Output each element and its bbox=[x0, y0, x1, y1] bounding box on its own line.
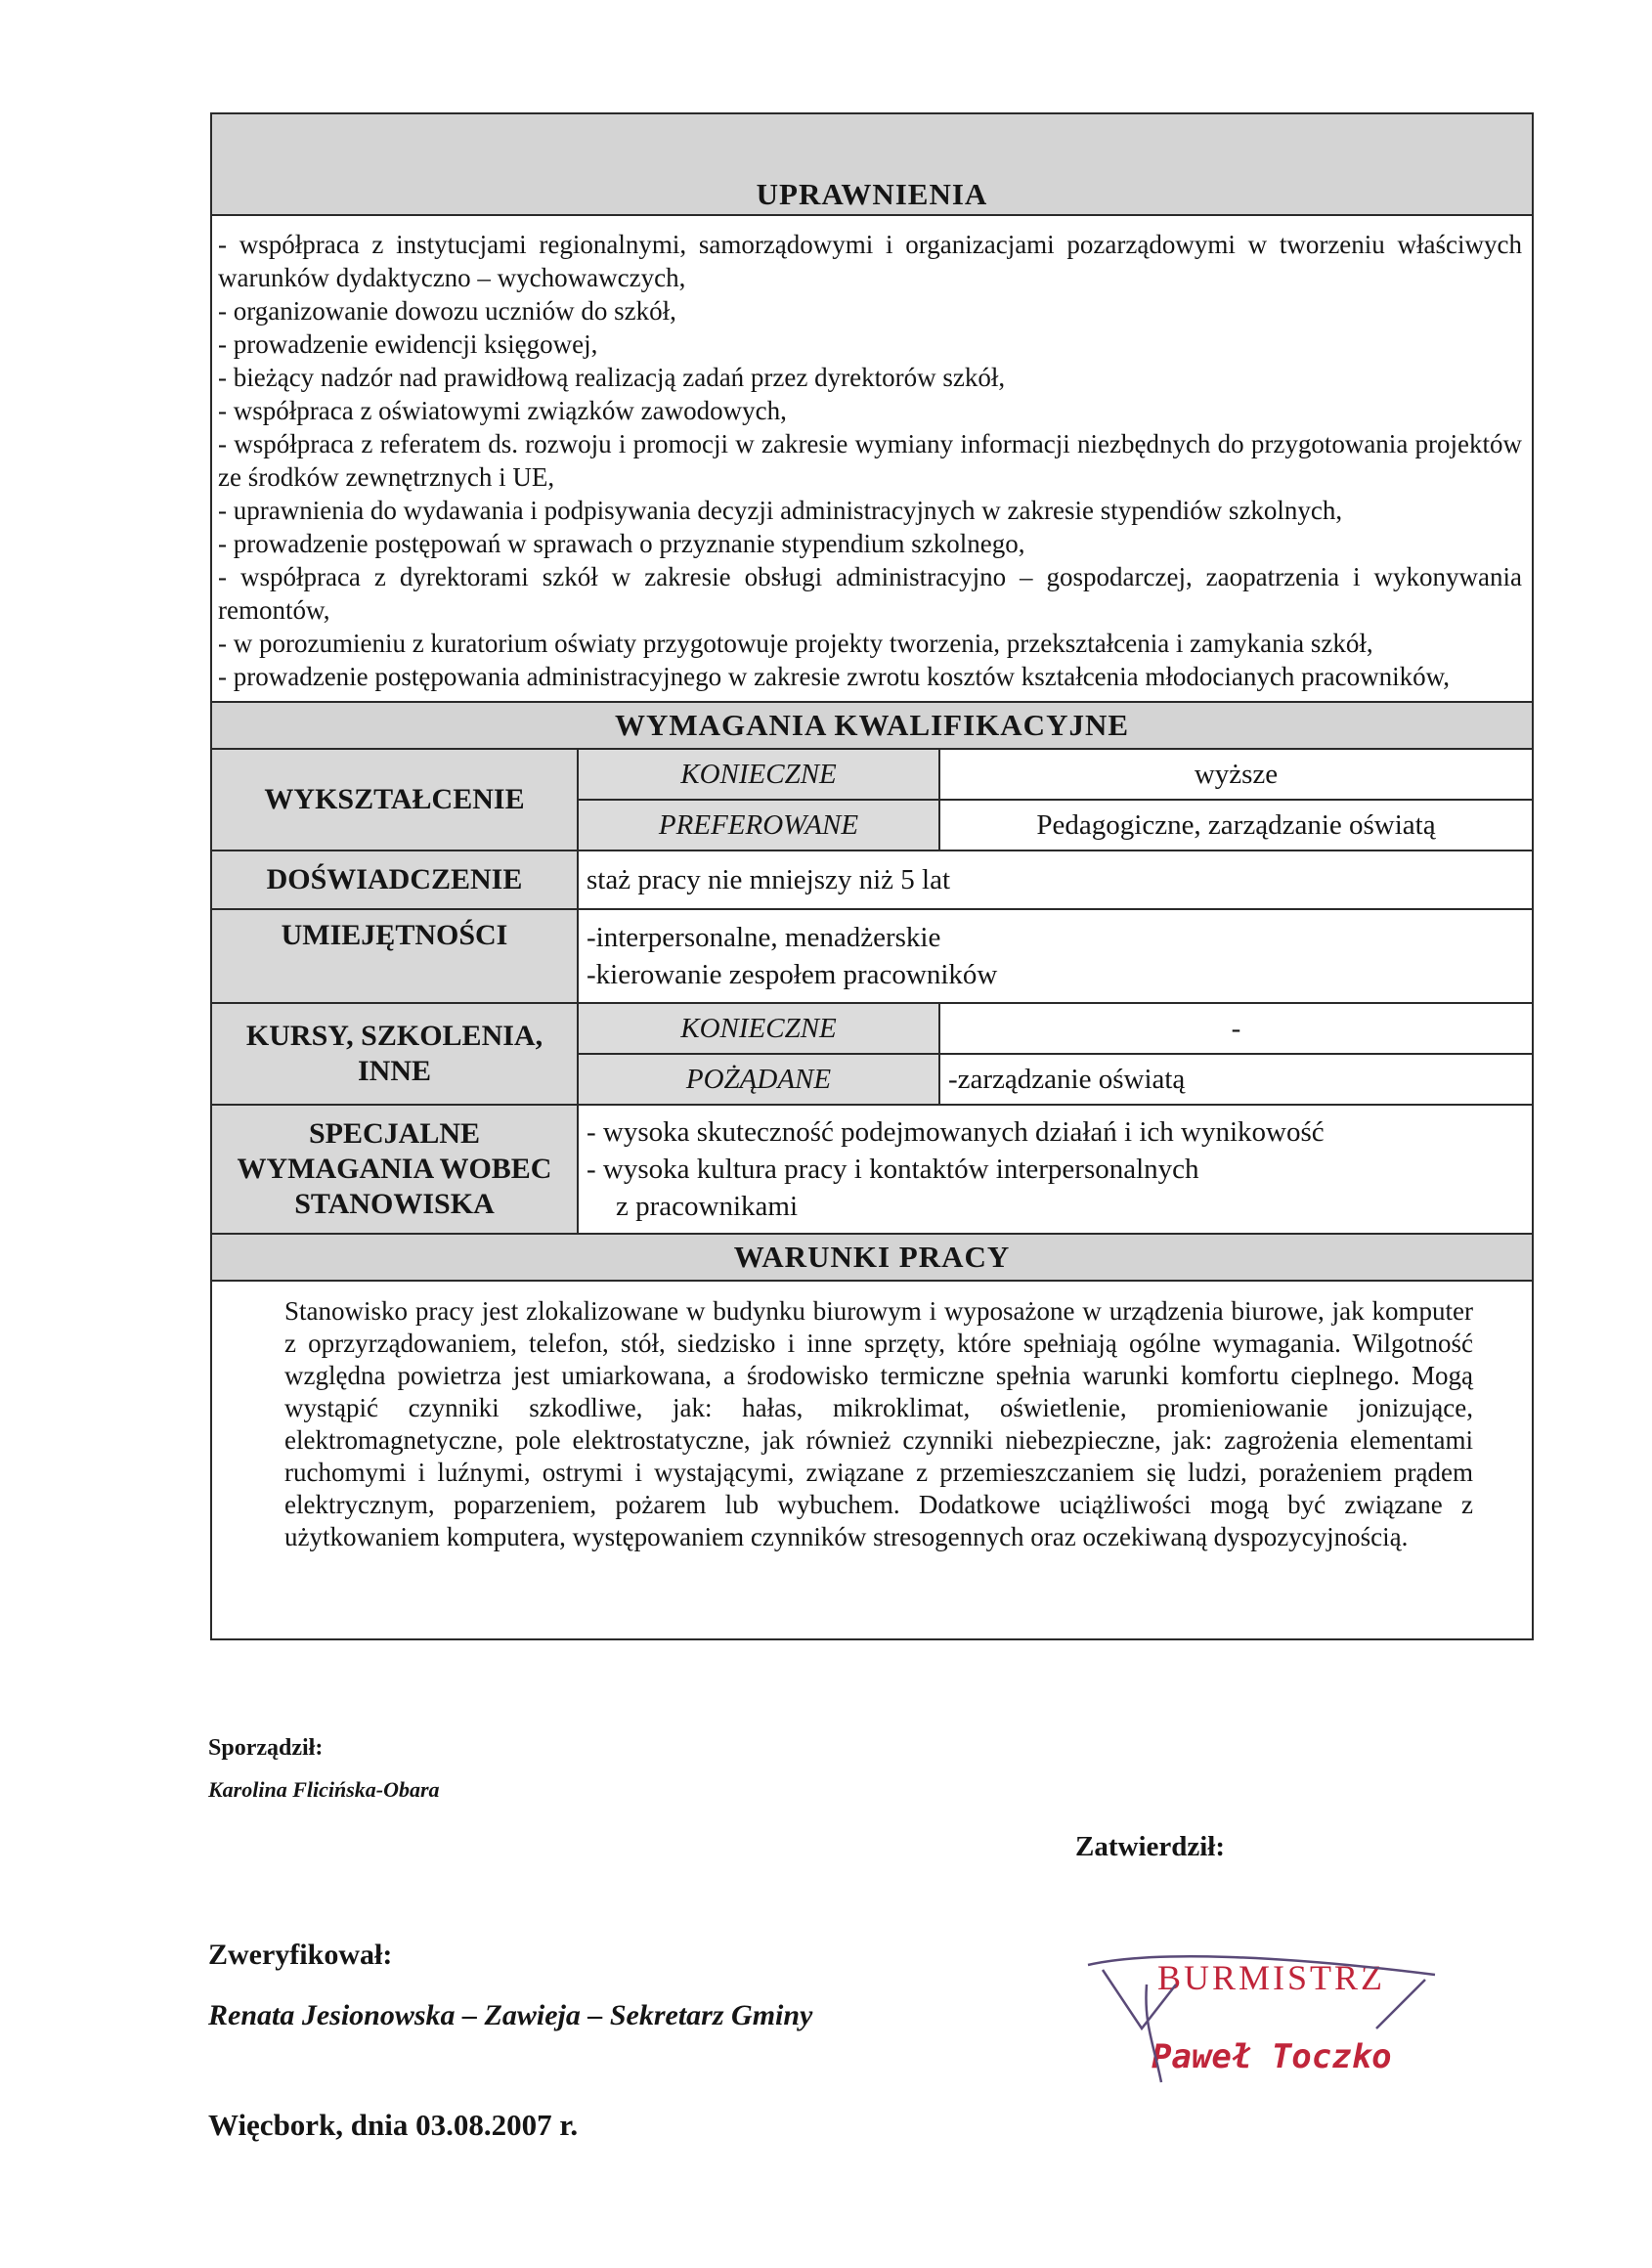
specjalne-label-line: SPECJALNE bbox=[308, 1117, 481, 1150]
specjalne-line: - wysoka skuteczność podejmowanych działań i ich wynikowość bbox=[587, 1116, 1325, 1148]
specjalne-label-line: STANOWISKA bbox=[294, 1188, 495, 1220]
list-item: - w porozumieniu z kuratorium oświaty przygotowuje projekty tworzenia, przekształcenia i zamykania szkół, bbox=[218, 629, 1373, 658]
list-item: - prowadzenie postępowania administracyjnego w zakresie zwrotu kosztów kształcenia młodocianych pracowników, bbox=[218, 662, 1451, 691]
wyksztalcenie-konieczne-value: wyższe bbox=[939, 749, 1533, 800]
sporzadzil-name: Karolina Flicińska-Obara bbox=[208, 1777, 440, 1802]
stamp-name: Paweł Toczko bbox=[1152, 2037, 1392, 2076]
umiejetnosci-line: -interpersonalne, menadżerskie bbox=[587, 922, 941, 953]
stamp-title: BURMISTRZ bbox=[1157, 1958, 1386, 1997]
uprawnienia-title: UPRAWNIENIA bbox=[756, 177, 988, 211]
place-and-date: Więcbork, dnia 03.08.2007 r. bbox=[208, 2108, 579, 2142]
list-item: - prowadzenie ewidencji księgowej, bbox=[218, 329, 598, 359]
list-item: - współpraca z referatem ds. rozwoju i promocji w zakresie wymiany informacji niezbędnych do przygotowania projektów ze środków zewnętrznych i UE, bbox=[218, 429, 1522, 492]
warunki-title: WARUNKI PRACY bbox=[733, 1240, 1011, 1274]
specjalne-line: z pracownikami bbox=[616, 1191, 799, 1222]
list-item: - współpraca z dyrektorami szkół w zakresie obsługi administracyjno – gospodarczej, zaopatrzenia i wykonywania remontów, bbox=[218, 562, 1522, 625]
job-description-document bbox=[210, 112, 1532, 1640]
kursy-label-line: KURSY, SZKOLENIA, bbox=[245, 1020, 543, 1052]
kursy-label bbox=[211, 1003, 578, 1105]
umiejetnosci-label: UMIEJĘTNOŚCI bbox=[211, 909, 578, 1003]
uprawnienia-list bbox=[211, 215, 1533, 702]
specjalne-label bbox=[211, 1105, 578, 1234]
list-item: - uprawnienia do wydawania i podpisywania decyzji administracyjnych w zakresie stypendiów szkolnych, bbox=[218, 496, 1343, 525]
zatwierdzil-label: Zatwierdził: bbox=[1075, 1831, 1226, 1862]
warunki-header bbox=[211, 1234, 1533, 1281]
umiejetnosci-value bbox=[578, 909, 1533, 1003]
kursy-konieczne-label: KONIECZNE bbox=[578, 1003, 939, 1054]
list-item: - prowadzenie postępowań w sprawach o przyznanie stypendium szkolnego, bbox=[218, 529, 1025, 558]
warunki-text: Stanowisko pracy jest zlokalizowane w budynku biurowym i wyposażone w urządzenia biurowe, jak komputer z oprzyrządowaniem, telefon, stół, siedzisko i inne sprzęty, które spełniają ogólne wymagania. Wilgotność względna powietrza jest umiarkowana, a środowisko termiczne spełnia warunki komfortu cieplnego. Mogą wystąpić czynniki szkodliwe, jak: hałas, mikroklimat, oświetlenie, promieniowanie jonizujące, elektromagnetyczne, pole elektrostatyczne, jak również czynniki niebezpieczne, jak: zagrożenia elementami ruchomymi i luźnymi, ostrymi i wystającymi, związane z przemieszczaniem się ludzi, porażeniem prądem elektrycznym, poparzeniem, pożarem lub wybuchem. Dodatkowe uciążliwości mogą być związane z użytkowaniem komputera, występowaniem czynników stresogennych oraz oczekiwaną dyspozycyjnością. bbox=[211, 1281, 1533, 1639]
list-item: - bieżący nadzór nad prawidłową realizacją zadań przez dyrektorów szkół, bbox=[218, 363, 1006, 392]
approval-stamp bbox=[1083, 1945, 1455, 2092]
uprawnienia-header bbox=[211, 113, 1533, 215]
list-item: - współpraca z instytucjami regionalnymi, samorządowymi i organizacjami pozarządowymi w tworzeniu właściwych warunków dydaktyczno – wychowawczych, bbox=[218, 230, 1522, 292]
specjalne-line: - wysoka kultura pracy i kontaktów interpersonalnych bbox=[587, 1154, 1199, 1185]
wymagania-header bbox=[211, 702, 1533, 749]
wyksztalcenie-konieczne-label: KONIECZNE bbox=[578, 749, 939, 800]
sporzadzil-label: Sporządził: bbox=[208, 1735, 324, 1761]
list-item: - organizowanie dowozu uczniów do szkół, bbox=[218, 296, 676, 326]
requirements-table bbox=[210, 112, 1534, 1640]
list-item: - współpraca z oświatowymi związków zawodowych, bbox=[218, 396, 787, 425]
kursy-pozadane-label: POŻĄDANE bbox=[578, 1054, 939, 1105]
wyksztalcenie-preferowane-label: PREFEROWANE bbox=[578, 800, 939, 850]
doswiadczenie-value: staż pracy nie mniejszy niż 5 lat bbox=[578, 850, 1533, 909]
wymagania-title: WYMAGANIA KWALIFIKACYJNE bbox=[614, 708, 1130, 742]
zweryfikowal-label: Zweryfikował: bbox=[208, 1939, 393, 1971]
doswiadczenie-label: DOŚWIADCZENIE bbox=[211, 850, 578, 909]
kursy-konieczne-value: - bbox=[939, 1003, 1533, 1054]
kursy-label-line: INNE bbox=[357, 1055, 431, 1087]
umiejetnosci-line: -kierowanie zespołem pracowników bbox=[587, 959, 998, 990]
specjalne-label-line: WYMAGANIA WOBEC bbox=[237, 1153, 552, 1185]
wyksztalcenie-preferowane-value: Pedagogiczne, zarządzanie oświatą bbox=[939, 800, 1533, 850]
kursy-pozadane-value: -zarządzanie oświatą bbox=[939, 1054, 1533, 1105]
zweryfikowal-name: Renata Jesionowska – Zawieja – Sekretarz Gminy bbox=[208, 1999, 813, 2031]
wyksztalcenie-label: WYKSZTAŁCENIE bbox=[211, 749, 578, 850]
specjalne-value bbox=[578, 1105, 1533, 1234]
